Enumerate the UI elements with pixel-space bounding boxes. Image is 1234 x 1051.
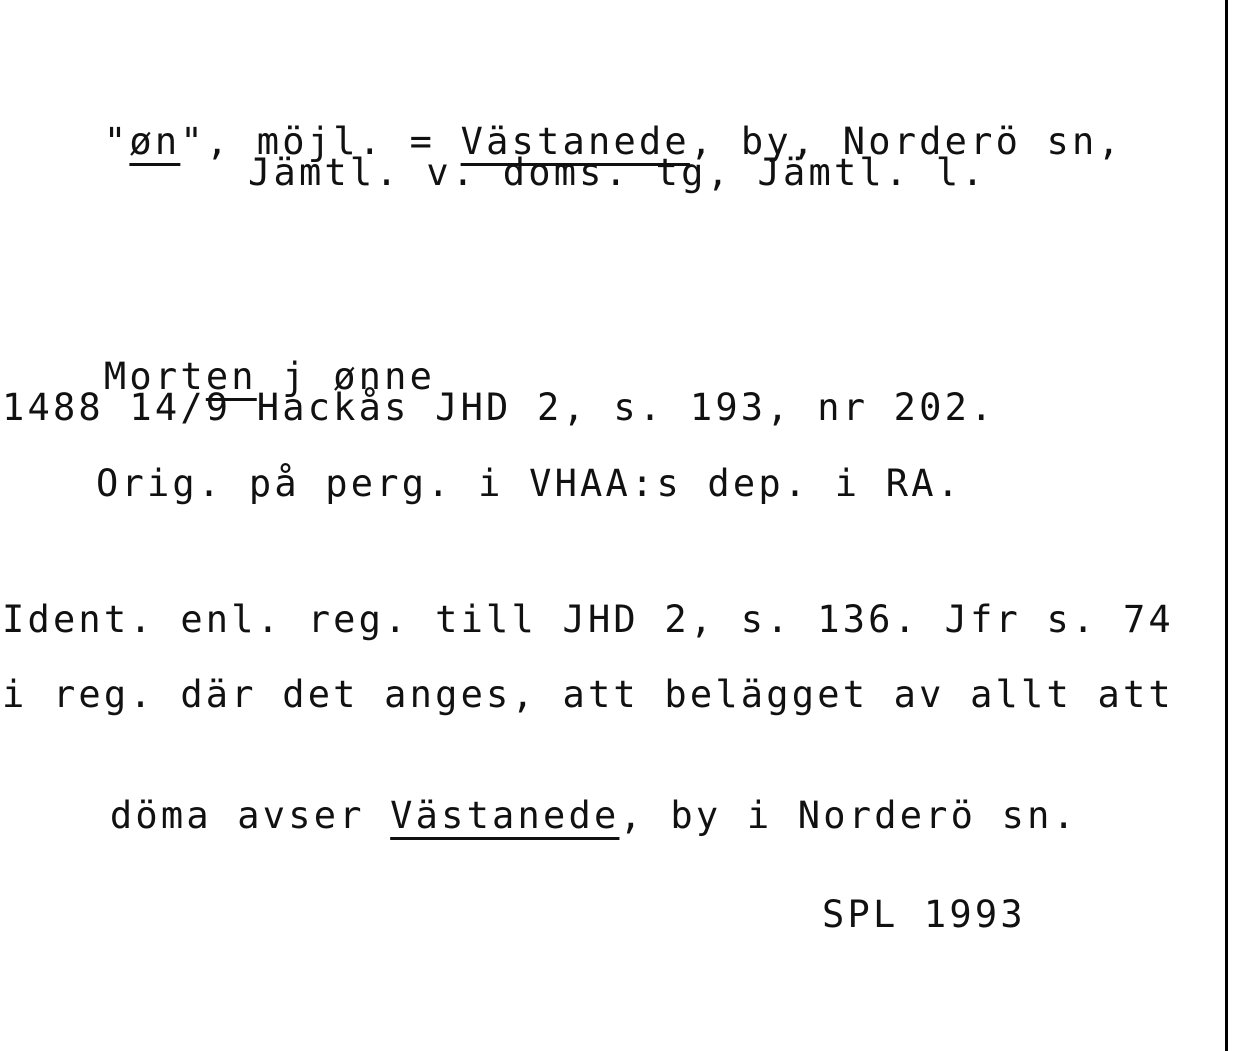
quote-close: " <box>180 120 206 163</box>
note-line-3 <box>8 750 1078 882</box>
original-location: Orig. på perg. i VHAA:s dep. i RA. <box>96 462 963 505</box>
note-line-1: Ident. enl. reg. till JHD 2, s. 136. Jfr s. 74 <box>2 598 1174 641</box>
header-rest-text: , by, Norderö sn, <box>689 120 1123 163</box>
note-line-3-pre: döma avser <box>109 794 391 837</box>
underlined-place-vastanede-2: Västanede <box>390 794 620 837</box>
underlined-place-vastanede: Västanede <box>460 120 690 163</box>
quote-open: " <box>103 120 130 163</box>
underlined-name-on: øn <box>129 120 181 163</box>
signature: SPL 1993 <box>822 893 1026 936</box>
note-line-2: i reg. där det anges, att belägget av allt att <box>2 673 1174 716</box>
name-part-rest: j ønne <box>256 355 436 398</box>
note-line-3-post: , by i Norderö sn. <box>619 794 1079 837</box>
name-part-mort: Mort <box>103 355 206 398</box>
header-mid-text: , möjl. = <box>205 120 461 163</box>
card-right-edge <box>1225 0 1228 1051</box>
header-line-2: Jämtl. v. doms. tg, Jämtl. l. <box>248 151 987 194</box>
source-reference: 1488 14/9 Hackås JHD 2, s. 193, nr 202. <box>2 386 996 429</box>
underlined-name-ending: en <box>205 355 257 398</box>
